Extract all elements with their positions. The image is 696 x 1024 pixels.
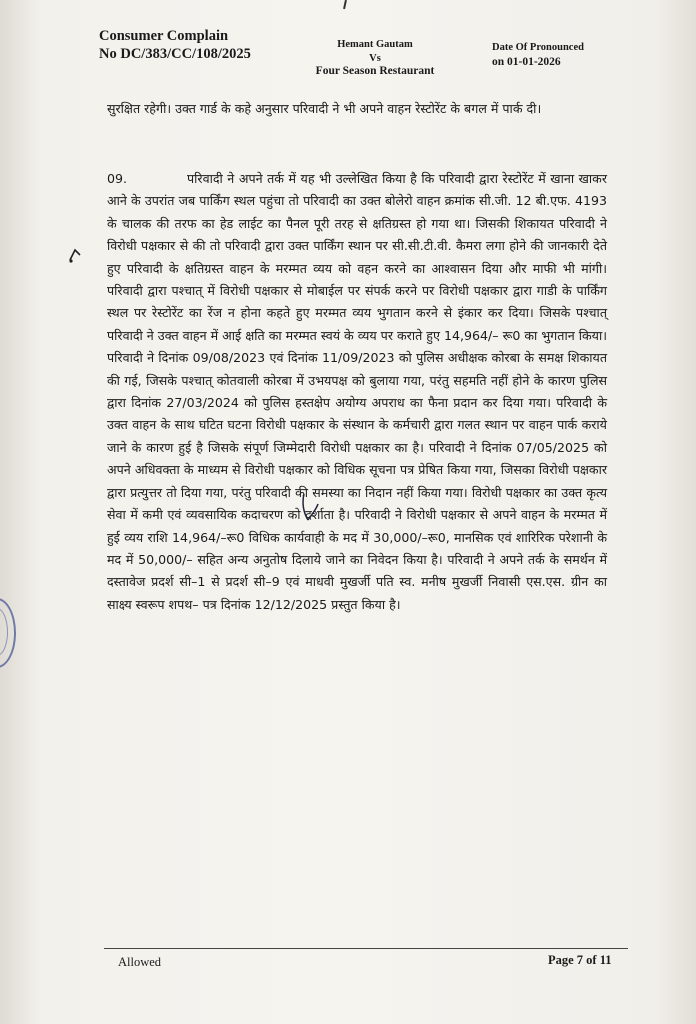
paragraph-09: परिवादी ने अपने तर्क में यह भी उल्लेखित किया है कि परिवादी द्वारा रेस्टोरेंट में खाना खाकर आने के उपरांत जब पार्किंग स्थल पहुंचा तो परिवादी का उक्त बोलेरो वाहन क्रमांक सी.जी. 12 बी.एफ. 4193 के चालक की तरफ का हेड लाईट का पैनल पूरी तरह से क्षतिग्रस्त हो गया था। जिसकी शिकायत परिवादी ने विरोधी पक्षकार से की तो परिवादी द्वारा उक्त पार्किंग स्थान पर सी.सी.टी.वी. कैमरा लगा होने की जानकारी देते हुए परिवादी के क्षतिग्रस्त वाहन के मरम्मत व्यय को वहन करने का आश्वासन दिया और माफी भी मांगी। परिवादी द्वारा पश्चात् में विरोधी पक्षकार से मोबाईल पर संपर्क करने पर विरोधी पक्षकार द्वारा गाडी के पार्किंग स्थल पर रेस्टोरेंट का रेंज न होना कहते हुए मरम्मत व्यय भुगतान करने से इंकार कर दिया। जिसके पश्चात् परिवादी ने उक्त वाहन में आई क्षति का मरम्मत स्वयं के व्यय पर कराते हुए 14,964/– रू0 का भुगतान किया। परिवादी ने दिनांक 09/08/2023 एवं दिनांक 11/09/2023 को पुलिस अधीक्षक कोरबा के समक्ष शिकायत की गई, जिसके पश्चात् कोतवाली कोरबा में उभयपक्ष को बुलाया गया, परंतु सहमति नहीं होने के कारण पुलिस द्वारा दिनांक 27/03/2024 को पुलिस हस्तक्षेप अयोग्य अपराध का फैना प्रदान कर दिया गया। परिवादी के उक्त वाहन के साथ घटित घटना विरोधी पक्षकार के संस्थान के कर्मचारी द्वारा गलत स्थान पर वाहन पार्क कराये जाने के कारण हुई है जिसके संपूर्ण जिम्मेदारी विरोधी पक्षकार का है। परिवादी ने दिनांक 07/05/2025 को अपने अधिवक्ता के माध्यम से विरोधी पक्षकार को विधिक सूचना पत्र प्रेषित किया गया, जिसका विरोधी पक्षकार द्वारा प्रत्युत्तर तो दिया गया, परंतु परिवादी की समस्या का निदान नहीं किया गया। विरोधी पक्षकार का उक्त कृत्य सेवा में कमी एवं व्यवसायिक कदाचरण को दर्शाता है। परिवादी ने विरोधी पक्षकार से अपने वाहन के मरम्मत में हुई व्यय राशि 14,964/–रू0 विधिक कार्यवाही के मद में 30,000/–रू0, मानसिक एवं शारिरिक परेशानी के मद में 50,000/– सहित अन्य अनुतोष दिलाये जाने का निवेदन किया है। परिवादी ने अपने तर्क के समर्थन में दस्तावेज प्रदर्श सी–1 से प्रदर्श सी–9 एवं माधवी मुखर्जी पति स्व. मनीष मुखर्जी निवासी एस.एस. ग्रीन का साक्ष्य स्वरूप शपथ– पत्र दिनांक 12/12/2025 प्रस्तुत किया है। <box>107 171 607 612</box>
stamp-seal-edge <box>0 598 16 668</box>
footer-status: Allowed <box>118 955 162 969</box>
case-title: Consumer Complain <box>99 28 229 44</box>
party-complainant: Hemant Gautam <box>337 39 413 50</box>
continuation-paragraph: सुरक्षित रहेगी। उक्त गार्ड के कहे अनुसार परिवादी ने भी अपने वाहन रेस्टोरेंट के बगल में पार्क दी। <box>107 101 542 116</box>
pronouncement-date <box>492 40 584 70</box>
case-header-left <box>99 27 251 63</box>
case-number: No DC/383/CC/108/2025 <box>99 46 251 62</box>
versus-label: Vs <box>369 52 381 64</box>
date-value: on 01-01-2026 <box>492 56 561 68</box>
case-parties <box>290 38 460 79</box>
footer-divider <box>104 948 628 949</box>
paragraph-number: 09. <box>107 171 128 186</box>
date-label: Date Of Pronounced <box>492 42 584 53</box>
page-number: Page 7 of 11 <box>548 953 612 967</box>
ink-stroke-mark <box>343 0 347 9</box>
party-opposite: Four Season Restaurant <box>315 65 435 77</box>
handwritten-ink-mark <box>298 492 322 526</box>
margin-tick-mark <box>68 246 82 264</box>
